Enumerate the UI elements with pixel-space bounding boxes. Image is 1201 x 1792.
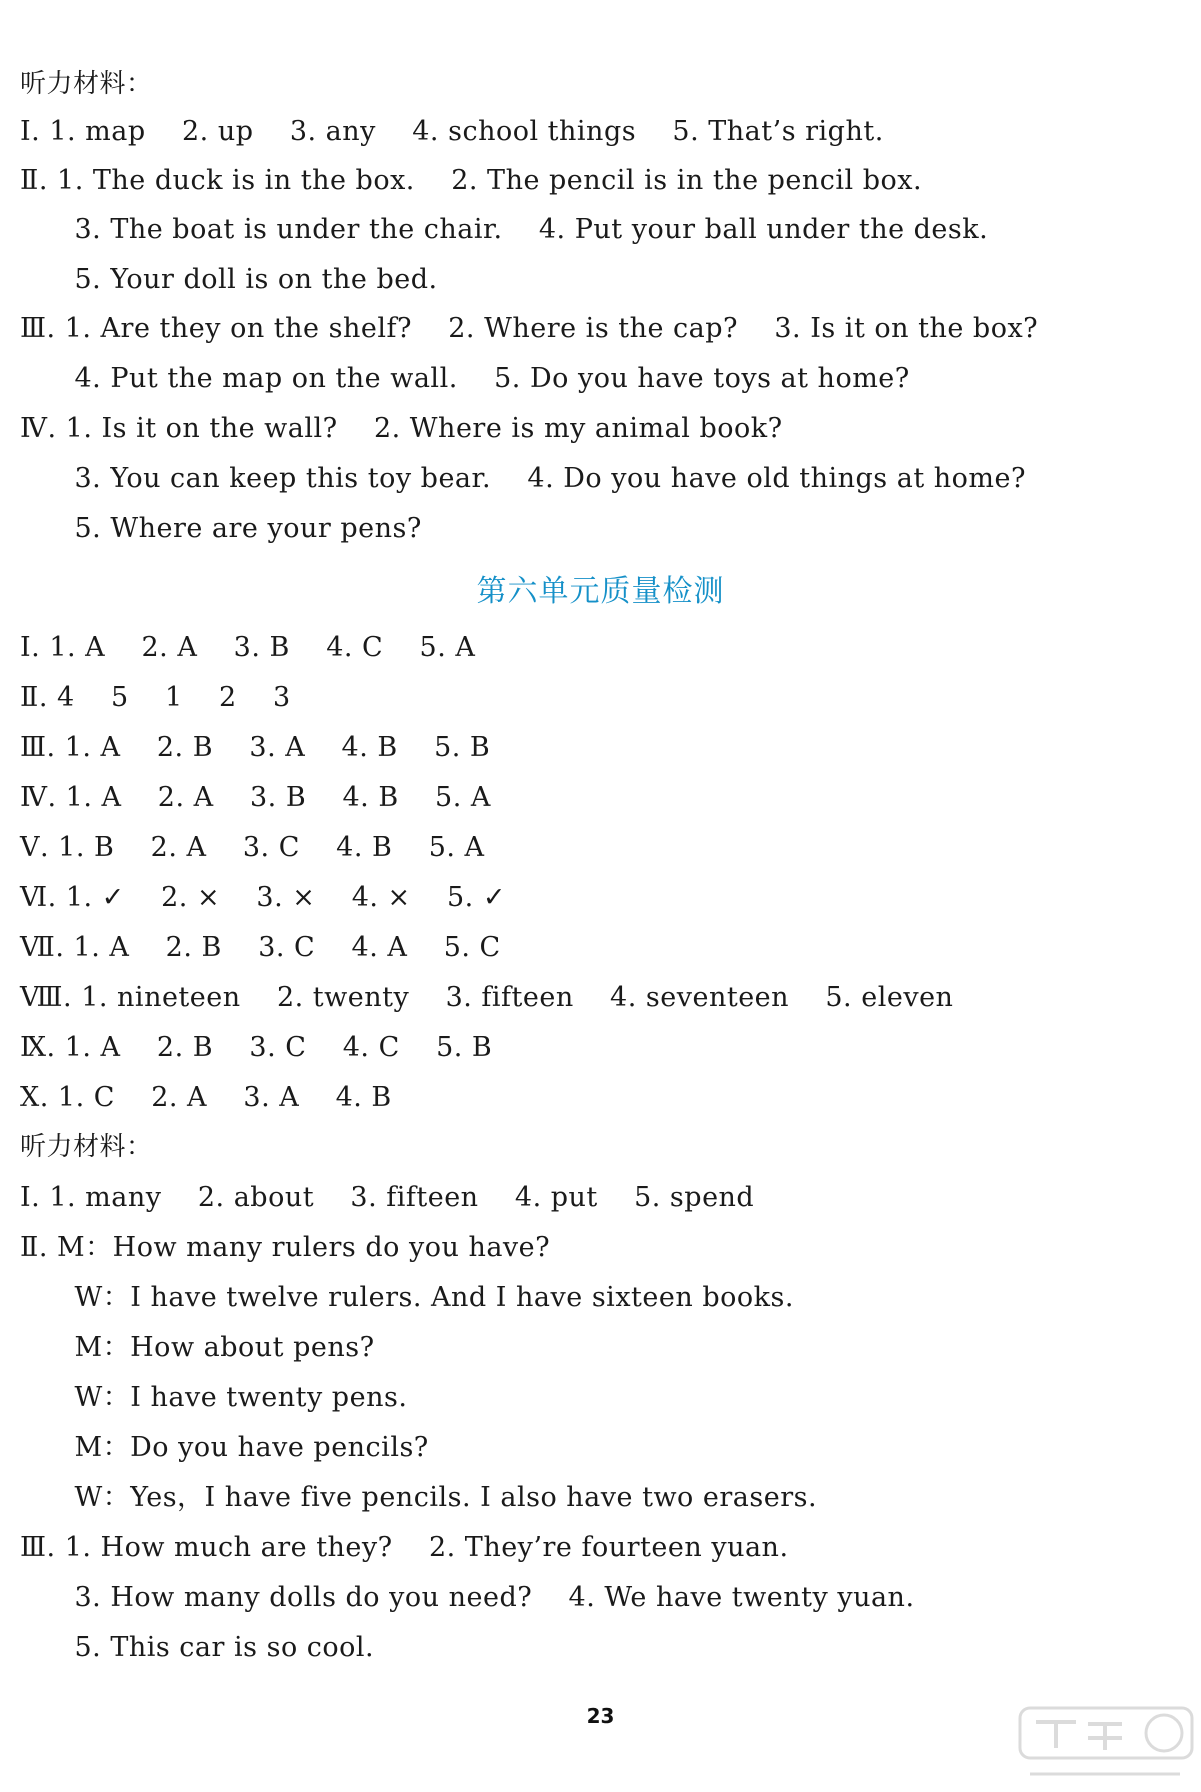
answer-line: 3. The boat is under the chair. 4. Put your ball under the desk. [20,214,989,245]
answer-line: M：Do you have pencils? [20,1432,429,1463]
listening-heading-1: 听力材料： [20,69,153,99]
answer-line: Ⅰ. 1. many 2. about 3. fifteen 4. put 5. spend [20,1182,755,1213]
answer-line: Ⅹ. 1. C 2. A 3. A 4. B [20,1082,392,1113]
answer-line: Ⅱ. 1. The duck is in the box. 2. The pencil is in the pencil box. [20,165,923,196]
answer-line: Ⅷ. 1. nineteen 2. twenty 3. fifteen 4. seventeen 5. eleven [20,982,954,1013]
watermark-logo [1018,1706,1194,1788]
answer-line: Ⅲ. 1. A 2. B 3. A 4. B 5. B [20,732,491,763]
answer-line: W：I have twenty pens. [20,1382,408,1413]
answer-line: Ⅲ. 1. Are they on the shelf? 2. Where is the cap? 3. Is it on the box? [20,313,1039,344]
answer-line: Ⅳ. 1. A 2. A 3. B 4. B 5. A [20,782,491,813]
page-number: 23 [586,1704,615,1728]
answer-line: 4. Put the map on the wall. 5. Do you have toys at home? [20,363,910,394]
answer-line: Ⅶ. 1. A 2. B 3. C 4. A 5. C [20,932,501,963]
answer-line: Ⅴ. 1. B 2. A 3. C 4. B 5. A [20,832,485,863]
answer-line: Ⅱ. M：How many rulers do you have? [20,1232,551,1263]
answer-line: 5. Where are your pens? [20,513,422,544]
answer-line: Ⅳ. 1. Is it on the wall? 2. Where is my animal book? [20,413,783,444]
answer-line: Ⅰ. 1. A 2. A 3. B 4. C 5. A [20,632,476,663]
answer-line: 3. You can keep this toy bear. 4. Do you have old things at home? [20,463,1026,494]
answer-line: 5. This car is so cool. [20,1632,375,1663]
answer-line: Ⅵ. 1. ✓ 2. × 3. × 4. × 5. ✓ [20,882,506,913]
answer-line: W：Yes，I have five pencils. I also have two erasers. [20,1482,818,1513]
answer-line: Ⅲ. 1. How much are they? 2. They’re fourteen yuan. [20,1532,789,1563]
listening-heading-2: 听力材料： [20,1132,153,1162]
answer-line: Ⅱ. 4 5 1 2 3 [20,682,291,713]
answer-line: W：I have twelve rulers. And I have sixteen books. [20,1282,794,1313]
answer-line: Ⅸ. 1. A 2. B 3. C 4. C 5. B [20,1032,493,1063]
answer-line: M：How about pens? [20,1332,375,1363]
answer-line: 5. Your doll is on the bed. [20,264,438,295]
answer-line: 3. How many dolls do you need? 4. We have twenty yuan. [20,1582,915,1613]
answer-line: Ⅰ. 1. map 2. up 3. any 4. school things 5. That’s right. [20,116,884,147]
section-title: 第六单元质量检测 [476,574,725,609]
